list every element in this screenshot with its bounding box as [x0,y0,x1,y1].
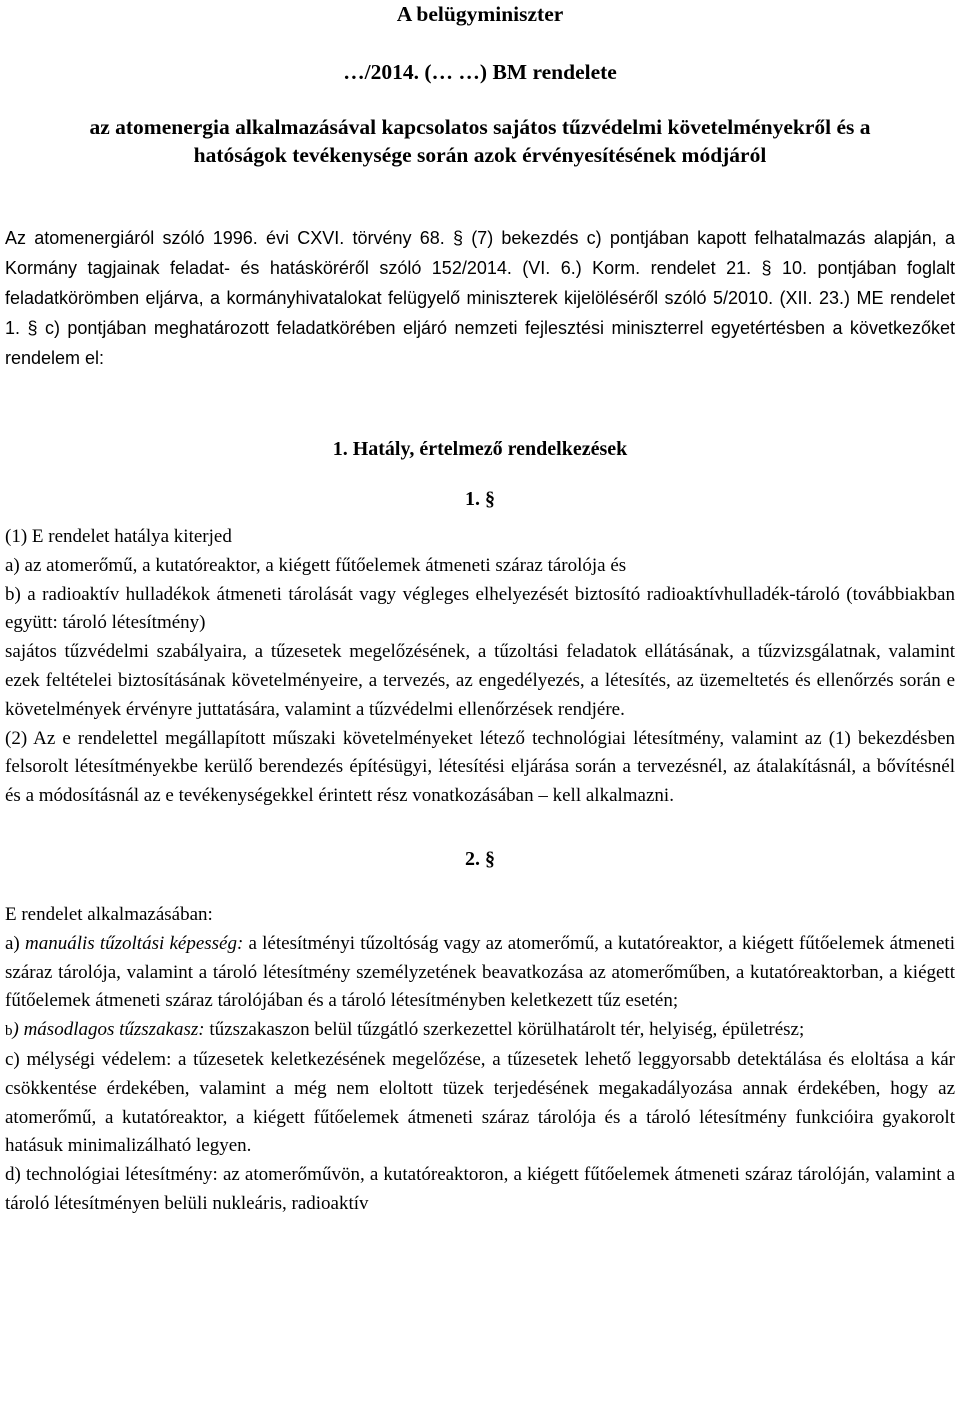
section1-p1-item-a: a) az atomerőmű, a kutatóreaktor, a kiégett fűtőelemek átmeneti száraz tárolója és [5,554,627,576]
issuer-heading: A belügyminiszter [396,2,564,26]
definition-a-label: a) [5,932,25,954]
definition-c: c) mélységi védelem: a tűzesetek keletkezésének megelőzése, a tűzesetek lehető leggyorsabb detektálása és eloltása a kár csökkentése érdekében, valamint a még nem eloltott tüzek terjedésének megakadályozása annak érdekében, hogy az atomerőmű, a kutatóreaktor, a kiégett fűtőelemek átmeneti száraz tárolója és a tároló létesítmény funkcióira gyakorolt hatásuk minimalizálható legyen. [5,1048,955,1157]
definition-b-text: tűzszakaszon belül tűzgátló szerkezettel körülhatárolt tér, helyiség, épületrész; [204,1019,805,1041]
definition-a [5,930,955,1016]
section2-lead: E rendelet alkalmazásában: [5,903,213,925]
section1-p1-lead: (1) E rendelet hatálya kiterjed [5,526,232,547]
section1-p1-rest: sajátos tűzvédelmi szabályaira, a tűzesetek megelőzésének, a tűzoltási feladatok ellátásának, a tűzvizsgálatnak, valamint ezek feltételei biztosításának követelményeire, a tervezés, az engedélyezés, a létesítés, az üzemeltetés és ellenőrzés során e követelmények érvényre juttatására, valamint a tűzvédelmi ellenőrzések rendjére. [5,641,955,720]
section1-p1-item-b: b) a radioaktív hulladékok átmeneti tárolását vagy végleges elhelyezését biztosító radioaktívhulladék-tároló (továbbiakban együtt: tároló létesítmény) [5,583,955,634]
decree-title-line1: az atomenergia alkalmazásával kapcsolatos sajátos tűzvédelmi követelményekről és a [89,115,871,139]
preamble: Az atomenergiáról szóló 1996. évi CXVI. törvény 68. § (7) bekezdés c) pontjában kapott felhatalmazás alapján, a Kormány tagjainak feladat- és hatásköréről szóló 152/2014. (VI. 6.) Korm. rendelet 21. § 10. pontjában foglalt feladatkörömben eljárva, a kormányhivatalokat felügyelő miniszterek kijelöléséről szóló 5/2010. (XII. 23.) ME rendelet 1. § c) pontjában meghatározott feladatkörében eljáró nemzeti fejlesztési miniszterrel egyetértésben a következőket rendelem el: [5,228,955,368]
decree-title-line2: hatóságok tevékenysége során azok érvényesítésének módjáról [193,143,767,167]
chapter-title: 1. Hatály, értelmező rendelkezések [332,438,628,460]
section1-p2: (2) Az e rendelettel megállapított műszaki követelményeket létező technológiai létesítmény, valamint az (1) bekezdésben felsorolt létesítményekbe kerülő berendezés építésügyi, létesítési eljárása során a tervezésnél, az átalakításnál, a bővítésnél és a módosításnál az e tevékenységekkel érintett rész vonatkozásában – kell alkalmazni. [5,727,955,807]
definition-d: d) technológiai létesítmény: az atomerőművön, a kutatóreaktoron, a kiégett fűtőelemek átmeneti száraz tárolóján, valamint a tároló létesítményen belüli nukleáris, radioaktív [5,1164,955,1214]
definition-b [5,1016,955,1046]
definition-b-label: b [5,1023,13,1040]
definition-b-term: ) másodlagos tűzszakasz: [12,1019,205,1041]
section-number-1: 1. § [465,488,495,510]
section-number-2: 2. § [465,847,495,870]
definition-a-text: a létesítményi tűzoltóság vagy az atomerőmű, a kutatóreaktor, a kiégett fűtőelemek átmeneti száraz tárolója, valamint a tároló létesítmény személyzetének beavatkozása az atomerőműben, a kutatóreaktorban, a kiégett fűtőelemek átmeneti száraz tárolójában és a tároló létesítményben keletkezett tűz esetén; [5,932,955,1012]
definition-a-term: manuális tűzoltási képesség: [24,932,244,954]
decree-number: …/2014. (… …) BM rendelete [343,60,617,84]
